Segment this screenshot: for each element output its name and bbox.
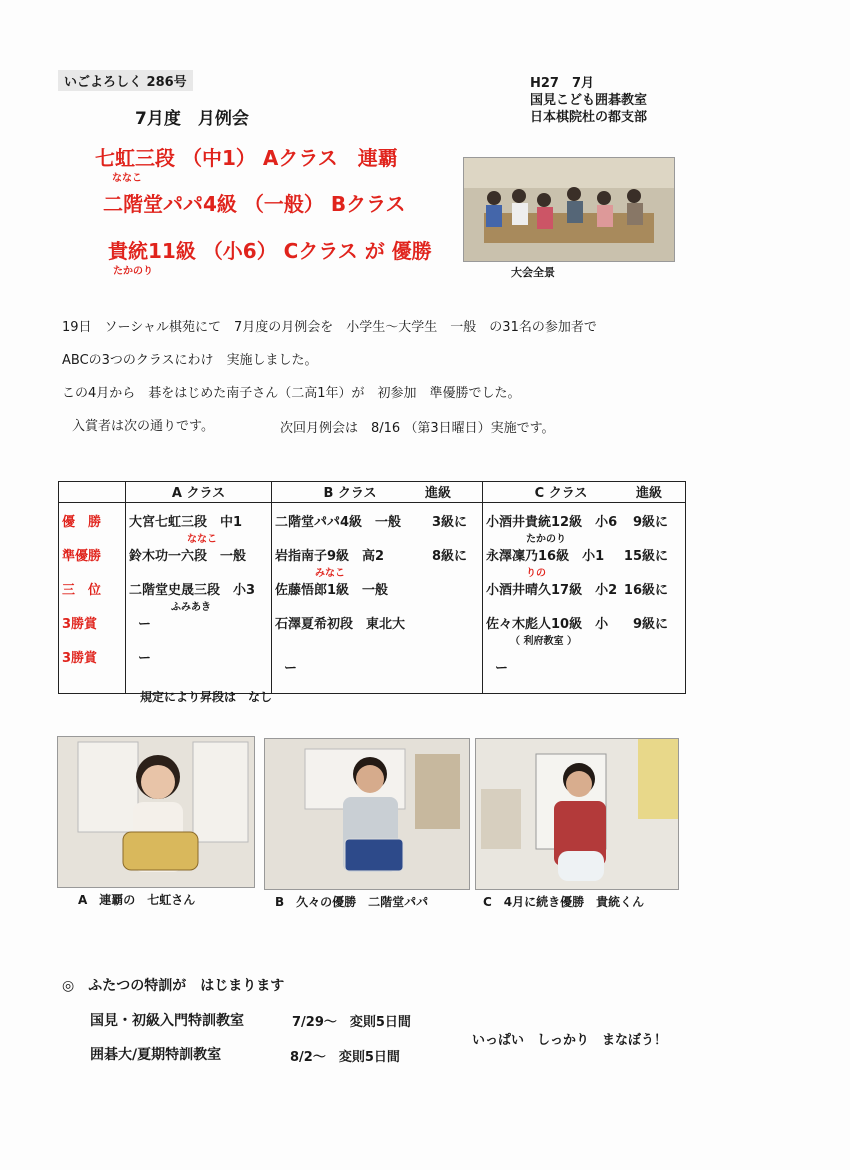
table-row — [59, 647, 686, 694]
top-photo-caption: 大会全景 — [511, 266, 555, 279]
table-row — [59, 579, 686, 613]
a-class-third-ruby: ふみあき — [171, 602, 211, 613]
headline-a-class: 七虹三段 （中1） Aクラス 連覇 — [95, 146, 398, 170]
c-class-third — [483, 579, 686, 613]
headline-b-class: 二階堂パパ4級 （一般） Bクラス — [103, 192, 406, 216]
b-class-winner-promotion: 3級に — [431, 515, 467, 530]
place-label: 準優勝 — [59, 545, 126, 579]
promotion-note: 規定により昇段は なし — [140, 690, 273, 704]
body-line-1: 19日 ソーシャル棋苑にて 7月度の月例会を 小学生〜大学生 一般 の31名の参加者で — [62, 320, 597, 335]
table-row — [59, 503, 686, 546]
training-course-2-detail: 8/2〜 変則5日間 — [290, 1050, 400, 1065]
crowd-photo-graphic — [464, 158, 674, 261]
training-course-1-name: 国見・初級入門特訓教室 — [90, 1013, 244, 1029]
c-class-three-wins-1 — [483, 613, 686, 647]
results-table — [58, 481, 686, 694]
winner-photo-c — [475, 738, 679, 890]
table-header-b-label: B クラス — [323, 486, 377, 501]
place-label: 3勝賞 — [59, 647, 126, 694]
body-line-4: 入賞者は次の通りです。 — [72, 419, 214, 434]
c-class-winner-promotion: 9級に — [632, 515, 668, 530]
c-class-third-name: 小酒井晴久17級 小2 — [486, 583, 618, 598]
b-class-three-wins-2: ー — [272, 647, 483, 694]
branch-name: 日本棋院杜の都支部 — [530, 110, 648, 125]
headline-a-ruby: ななこ — [112, 173, 142, 184]
a-class-winner-name: 大宮七虹三段 中1 — [129, 515, 243, 530]
table-header-b-class — [272, 482, 483, 503]
c-class-third-promotion: 16級に — [623, 583, 668, 598]
table-header-c-label: C クラス — [534, 486, 588, 501]
table-header-c-promotion: 進級 — [636, 486, 663, 501]
c-class-winner-name: 小酒井貴統12級 小6 — [486, 515, 618, 530]
c-class-winner — [483, 503, 686, 546]
training-heading: ◎ ふたつの特訓が はじまります — [62, 978, 285, 994]
c-class-winner-ruby: たかのり — [526, 534, 566, 545]
b-class-runner-up-promotion: 8級に — [431, 549, 467, 564]
a-class-third-name: 二階堂史晟三段 小3 — [129, 583, 256, 598]
b-class-runner-up-ruby: みなこ — [315, 568, 345, 579]
photo-c-caption: C 4月に続き優勝 貴統くん — [483, 895, 645, 909]
training-slogan: いっぱい しっかり まなぼう！ — [472, 1033, 668, 1048]
page-title: 7月度 月例会 — [135, 109, 249, 129]
a-class-runner-up: 鈴木功一六段 一般 — [126, 545, 272, 579]
table-row — [59, 545, 686, 579]
b-class-runner-up-name: 岩指南子9級 高2 — [275, 549, 385, 564]
b-class-third: 佐藤悟郎1級 一般 — [272, 579, 483, 613]
next-meeting-note: 次回月例会は 8/16 （第3日曜日）実施です。 — [280, 421, 555, 436]
c-class-runner-up-promotion: 15級に — [623, 549, 668, 564]
b-class-winner-name: 二階堂パパ4級 一般 — [275, 515, 402, 530]
winner-c-graphic — [476, 739, 678, 889]
newsletter-number: いごよろしく 286号 — [58, 70, 193, 91]
a-class-three-wins-2: ー — [126, 647, 272, 694]
c-class-three-wins-1-name: 佐々木彪人10級 小 — [486, 617, 609, 632]
training-course-1-detail: 7/29〜 変則5日間 — [292, 1015, 411, 1030]
table-header-b-promotion: 進級 — [425, 486, 452, 501]
a-class-winner — [126, 503, 272, 546]
winner-photo-b — [264, 738, 470, 890]
c-class-runner-up-name: 永澤凜乃16級 小1 — [486, 549, 605, 564]
winner-photo-a — [57, 736, 255, 888]
a-class-three-wins-1: ー — [126, 613, 272, 647]
header-meta — [530, 75, 647, 126]
table-header-row — [59, 482, 686, 503]
place-label: 優 勝 — [59, 503, 126, 546]
b-class-winner — [272, 503, 483, 546]
photo-a-caption: A 連覇の 七虹さん — [78, 893, 196, 907]
headline-c-ruby: たかのり — [113, 266, 153, 277]
table-header-c-class — [483, 482, 686, 503]
place-label: 三 位 — [59, 579, 126, 613]
c-class-runner-up — [483, 545, 686, 579]
body-line-3: この4月から 碁をはじめた南子さん（二高1年）が 初参加 準優勝でした。 — [62, 386, 521, 401]
b-class-three-wins-1: 石澤夏希初段 東北大 — [272, 613, 483, 647]
table-row — [59, 613, 686, 647]
tournament-overview-photo — [463, 157, 675, 262]
table-header-a-class: A クラス — [126, 482, 272, 503]
b-class-runner-up — [272, 545, 483, 579]
body-line-2: ABCの3つのクラスにわけ 実施しました。 — [62, 353, 318, 368]
headline-c-class: 貴統11級 （小6） Cクラス が 優勝 — [108, 239, 432, 263]
issue-date: H27 7月 — [530, 76, 595, 91]
winner-b-graphic — [265, 739, 469, 889]
a-class-third — [126, 579, 272, 613]
training-course-2-name: 囲碁大/夏期特訓教室 — [90, 1047, 222, 1063]
c-class-three-wins-1-promotion: 9級に — [632, 617, 668, 632]
organization-name: 国見こども囲碁教室 — [530, 93, 648, 108]
place-label: 3勝賞 — [59, 613, 126, 647]
c-class-three-wins-1-note: （ 利府教室 ） — [510, 636, 577, 647]
table-header-place — [59, 482, 126, 503]
c-class-runner-up-ruby: りの — [526, 568, 546, 579]
winner-a-graphic — [58, 737, 254, 887]
photo-b-caption: B 久々の優勝 二階堂パパ — [275, 895, 429, 909]
c-class-three-wins-2: ー — [483, 647, 686, 694]
a-class-winner-ruby: ななこ — [187, 534, 217, 545]
